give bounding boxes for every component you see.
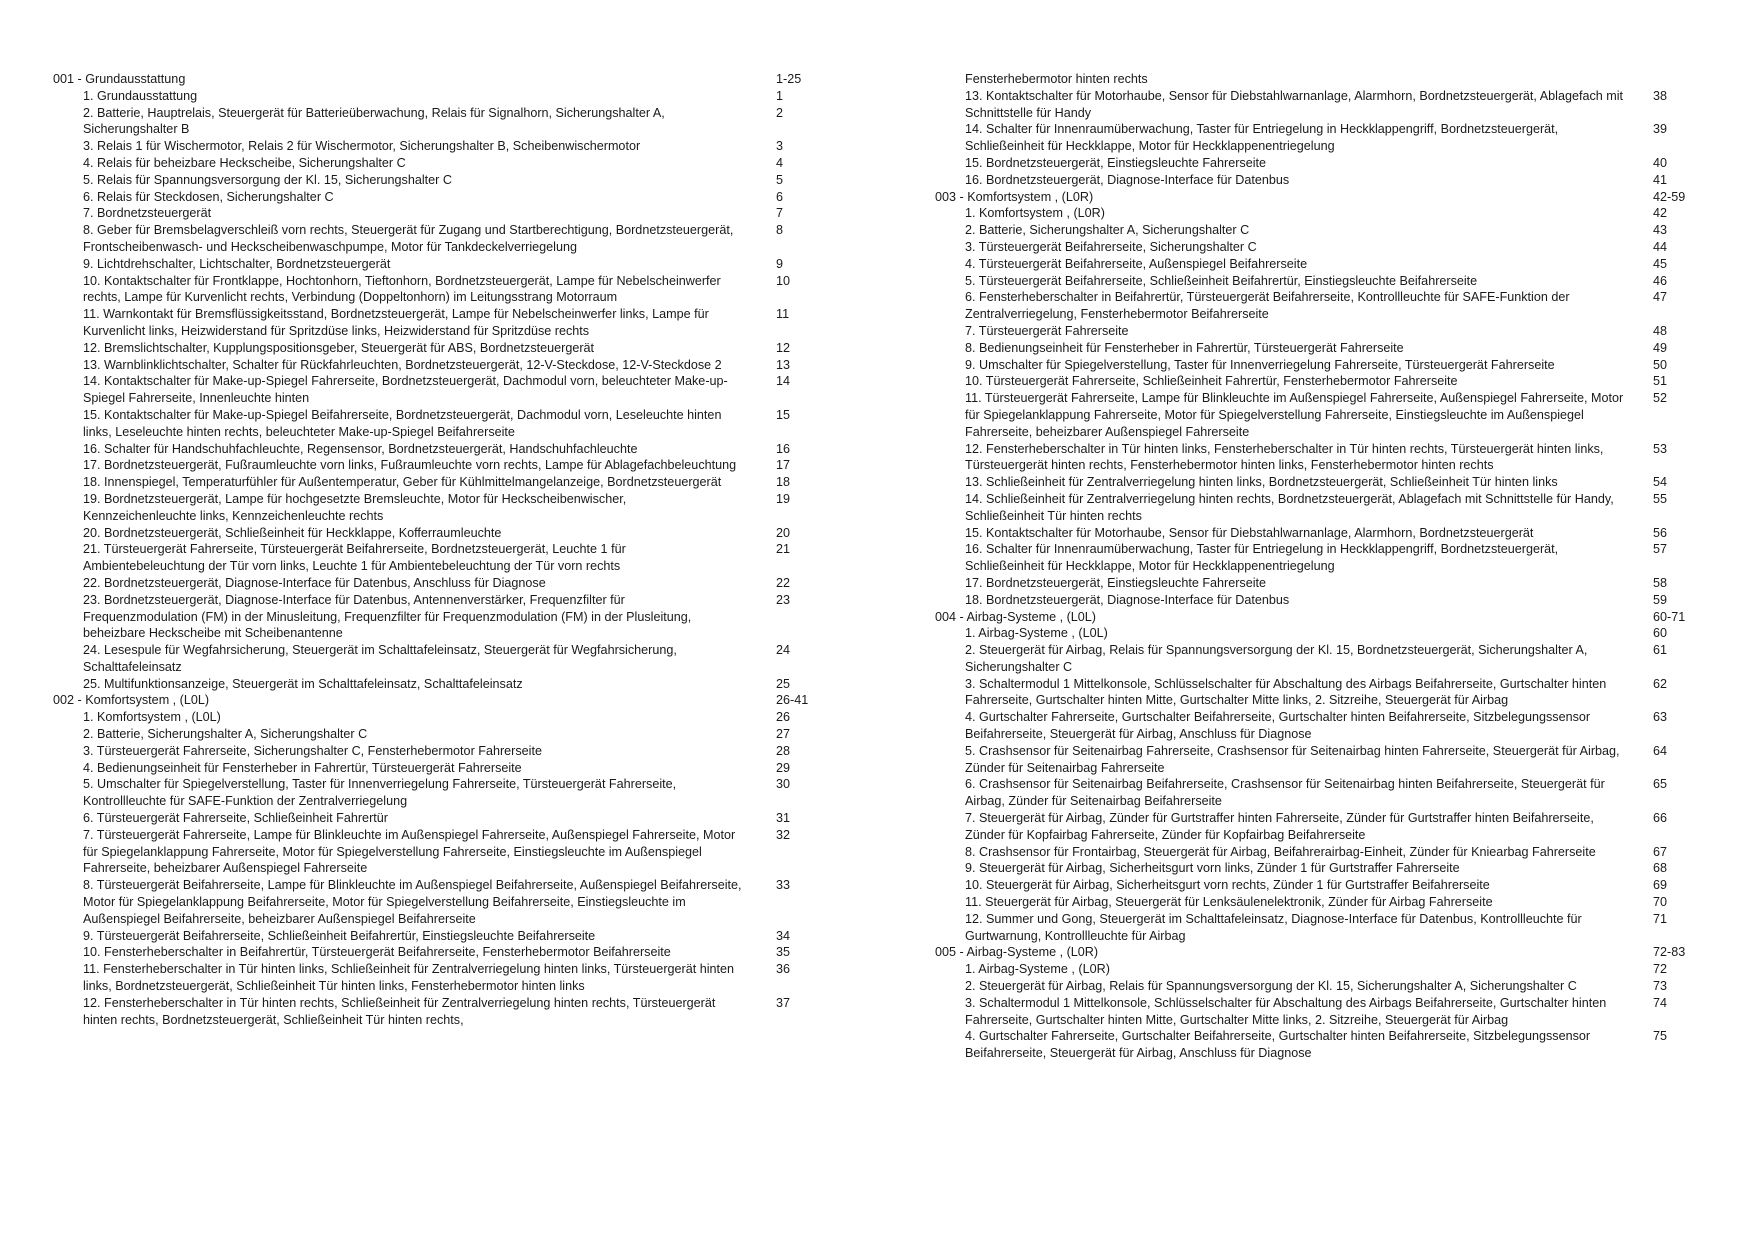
toc-entry-title: 001 - Grundausstattung xyxy=(53,72,186,86)
toc-entry-title: 10. Türsteuergerät Fahrerseite, Schließeinheit Fahrertür, Fensterhebermotor Fahrerseite xyxy=(965,374,1458,389)
toc-page-number: 15 xyxy=(776,407,791,422)
toc-page-number: 27 xyxy=(776,727,791,742)
toc-entry-title: 17. Bordnetzsteuergerät, Einstiegsleuchte Fahrerseite xyxy=(965,575,1267,590)
toc-entry-title: 8. Crashsensor für Frontairbag, Steuergerät für Airbag, Beifahrerairbag-Einheit, Zünder für Kniearbag Fahrerseite xyxy=(965,844,1596,859)
toc-entry-title: 20. Bordnetzsteuergerät, Schließeinheit für Heckklappe, Kofferraumleuchte xyxy=(83,525,502,540)
toc-entry[interactable] xyxy=(53,155,833,172)
toc-page-number: 20 xyxy=(776,525,791,540)
toc-entry[interactable] xyxy=(935,525,1705,542)
toc-page-number: 75 xyxy=(1653,1029,1668,1044)
toc-entry[interactable] xyxy=(53,810,833,827)
toc-page-number: 73 xyxy=(1653,979,1668,994)
toc-entry-title: 16. Schalter für Handschuhfachleuchte, Regensensor, Bordnetzsteuergerät, Handschuhfachleuchte xyxy=(83,441,638,456)
toc-entry[interactable] xyxy=(53,491,833,525)
toc-entry-title: 1. Airbag-Systeme , (L0R) xyxy=(965,962,1110,977)
toc-page-number: 60-71 xyxy=(1653,609,1686,624)
toc-entry-title: 25. Multifunktionsanzeige, Steuergerät im Schalttafeleinsatz, Schalttafeleinsatz xyxy=(83,676,523,691)
toc-page-number: 57 xyxy=(1653,542,1668,557)
toc-entry-title: 23. Bordnetzsteuergerät, Diagnose-Interface für Datenbus, Antennenverstärker, Frequenzfilter für Frequenzmodulation (FM) in der Minusleitung, Frequenzfilter für Frequenzmodulation (FM) in der Plusleitung, beheizbare Heckscheibe mit Scheibenantenne xyxy=(83,592,692,641)
toc-page-number: 47 xyxy=(1653,290,1668,305)
toc-page-number: 7 xyxy=(776,206,784,221)
toc-entry-title: 13. Warnblinklichtschalter, Schalter für Rückfahrleuchten, Bordnetzsteuergerät, 12-V-Steckdose, 12-V-Steckdose 2 xyxy=(83,357,722,372)
toc-entry-title: 6. Crashsensor für Seitenairbag Beifahrerseite, Crashsensor für Seitenairbag hinten Beifahrerseite, Steuergerät für Airbag, Zünder für Seitenairbag Beifahrerseite xyxy=(965,777,1605,809)
toc-page-number: 4 xyxy=(776,155,784,170)
toc-entry-title: 8. Bedienungseinheit für Fensterheber in Fahrertür, Türsteuergerät Fahrerseite xyxy=(965,340,1404,355)
toc-page-number: 24 xyxy=(776,643,791,658)
toc-entry[interactable] xyxy=(53,541,833,575)
toc-entry[interactable] xyxy=(53,642,833,676)
toc-entry[interactable] xyxy=(935,911,1705,945)
toc-page-number: 50 xyxy=(1653,357,1668,372)
toc-entry[interactable] xyxy=(935,978,1705,995)
toc-entry-title: 17. Bordnetzsteuergerät, Fußraumleuchte vorn links, Fußraumleuchte vorn rechts, Lampe für Ablagefachbeleuchtung xyxy=(83,458,737,473)
toc-page-number: 55 xyxy=(1653,491,1668,506)
toc-entry[interactable] xyxy=(53,306,833,340)
toc-entry[interactable] xyxy=(935,810,1705,844)
toc-entry-title: 6. Fensterheberschalter in Beifahrertür, Türsteuergerät Beifahrerseite, Kontrollleuchte für SAFE-Funktion der Zentralverriegelung, Fensterhebermotor Beifahrerseite xyxy=(965,290,1570,322)
toc-entry-title: 2. Steuergerät für Airbag, Relais für Spannungsversorgung der Kl. 15, Sicherungshalter A, Sicherungshalter C xyxy=(965,979,1577,994)
toc-page-number: 36 xyxy=(776,962,791,977)
toc-entry-title: 003 - Komfortsystem , (L0R) xyxy=(935,189,1094,204)
toc-entry[interactable] xyxy=(53,441,833,458)
toc-page-number: 45 xyxy=(1653,256,1668,271)
toc-page-number: 30 xyxy=(776,777,791,792)
toc-entry-title: 15. Bordnetzsteuergerät, Einstiegsleuchte Fahrerseite xyxy=(965,155,1267,170)
toc-entry[interactable] xyxy=(935,592,1705,609)
toc-entry-title: 2. Batterie, Sicherungshalter A, Sicherungshalter C xyxy=(83,727,368,742)
toc-page-number: 65 xyxy=(1653,777,1668,792)
toc-entry[interactable] xyxy=(53,340,833,357)
toc-entry[interactable] xyxy=(935,357,1705,374)
toc-entry-title: 1. Airbag-Systeme , (L0L) xyxy=(965,626,1108,641)
toc-entry-title: 4. Türsteuergerät Beifahrerseite, Außenspiegel Beifahrerseite xyxy=(965,256,1308,271)
toc-entry-title: 5. Crashsensor für Seitenairbag Fahrerseite, Crashsensor für Seitenairbag hinten Fahrerseite, Steuergerät für Airbag, Zünder für Seitenairbag Fahrerseite xyxy=(965,743,1620,775)
toc-entry[interactable] xyxy=(935,88,1705,122)
toc-page-number: 26-41 xyxy=(776,693,809,708)
toc-entry[interactable] xyxy=(935,239,1705,256)
toc-page-number: 38 xyxy=(1653,88,1668,103)
toc-page-number: 6 xyxy=(776,189,784,204)
toc-entry-title: 11. Fensterheberschalter in Tür hinten links, Schließeinheit für Zentralverriegelung hinten links, Türsteuergerät hinten links, Bordnetzsteuergerät, Schließeinheit Tür hinten links, Fensterhebermotor hinten links xyxy=(83,962,735,994)
toc-entry[interactable] xyxy=(935,877,1705,894)
toc-page-number: 61 xyxy=(1653,643,1668,658)
toc-entry[interactable] xyxy=(53,357,833,374)
toc-entry-title: 12. Fensterheberschalter in Tür hinten links, Fensterheberschalter in Tür hinten rechts, Türsteuergerät hinten links, Türsteuergerät hinten rechts, Fensterhebermotor hinten links, Fensterhebermotor hinten rechts xyxy=(965,441,1604,473)
toc-page-number: 46 xyxy=(1653,273,1668,288)
toc-entry[interactable] xyxy=(53,138,833,155)
toc-page-number: 74 xyxy=(1653,995,1668,1010)
toc-entry-title: 16. Bordnetzsteuergerät, Diagnose-Interface für Datenbus xyxy=(965,172,1290,187)
toc-page-number: 37 xyxy=(776,995,791,1010)
toc-entry-title: 18. Innenspiegel, Temperaturfühler für Außentemperatur, Geber für Kühlmittelmangelanzeige, Bordnetzsteuergerät xyxy=(83,475,722,490)
toc-page-number: 58 xyxy=(1653,575,1668,590)
toc-section-heading[interactable] xyxy=(935,609,1705,626)
toc-column-right xyxy=(935,71,1705,1062)
toc-entry[interactable] xyxy=(935,995,1705,1029)
toc-page-number: 12 xyxy=(776,340,791,355)
toc-entry[interactable] xyxy=(53,961,833,995)
toc-entry-title: 4. Bedienungseinheit für Fensterheber in Fahrertür, Türsteuergerät Fahrerseite xyxy=(83,760,522,775)
toc-section-heading[interactable] xyxy=(935,189,1705,206)
toc-entry-title: 9. Steuergerät für Airbag, Sicherheitsgurt vorn links, Zünder 1 für Gurtstraffer Fahrerseite xyxy=(965,861,1460,876)
toc-entry[interactable] xyxy=(935,894,1705,911)
toc-page-number: 42 xyxy=(1653,206,1668,221)
toc-entry-title: 4. Gurtschalter Fahrerseite, Gurtschalter Beifahrerseite, Gurtschalter hinten Beifahrerseite, Sitzbelegungssensor Beifahrerseite, Steuergerät für Airbag, Anschluss für Diagnose xyxy=(965,1029,1591,1061)
toc-entry[interactable] xyxy=(935,390,1705,440)
toc-page-number: 48 xyxy=(1653,323,1668,338)
toc-entry[interactable] xyxy=(53,776,833,810)
toc-entry-title: 8. Geber für Bremsbelagverschleiß vorn rechts, Steuergerät für Zugang und Startberechtigung, Bordnetzsteuergerät, Frontscheibenwasch- und Heckscheibenwaschpumpe, Motor für Tankdeckelverriegelung xyxy=(83,223,734,254)
toc-page-number: 22 xyxy=(776,575,791,590)
toc-entry[interactable] xyxy=(935,474,1705,491)
toc-entry[interactable] xyxy=(53,256,833,273)
toc-entry-title: 8. Türsteuergerät Beifahrerseite, Lampe für Blinkleuchte im Außenspiegel Beifahrerseite, Außenspiegel Beifahrerseite, Motor für Spiegelanklappung Beifahrerseite, Motor für Spiegelverstellung Beifahrerseite, Einstiegsleuchte im Außenspiegel Beifahrerseite, beheizbarer Außenspiegel Beifahrerseite xyxy=(83,878,742,926)
toc-page-number: 42-59 xyxy=(1653,189,1686,204)
toc-entry-title: 6. Türsteuergerät Fahrerseite, Schließeinheit Fahrertür xyxy=(83,811,388,826)
toc-entry-title: 6. Relais für Steckdosen, Sicherungshalter C xyxy=(83,189,334,204)
toc-page-number: 71 xyxy=(1653,911,1668,926)
toc-entry-title: 11. Warnkontakt für Bremsflüssigkeitsstand, Bordnetzsteuergerät, Lampe für Nebelscheinwerfer links, Lampe für Kurvenlicht links, Heizwiderstand für Spritzdüse links, Heizwiderstand für Spritzdüse rechts xyxy=(83,307,709,338)
toc-entry[interactable] xyxy=(935,222,1705,239)
toc-entry-title: 11. Steuergerät für Airbag, Steuergerät für Lenksäulenelektronik, Zünder für Airbag Fahrerseite xyxy=(965,895,1493,910)
toc-entry[interactable] xyxy=(935,541,1705,575)
toc-entry[interactable] xyxy=(935,961,1705,978)
toc-page-number: 9 xyxy=(776,256,784,271)
toc-page-number: 26 xyxy=(776,710,791,725)
toc-entry[interactable] xyxy=(53,407,833,441)
toc-page-number: 54 xyxy=(1653,475,1668,490)
toc-entry[interactable] xyxy=(53,222,833,256)
toc-section-heading[interactable] xyxy=(935,944,1705,961)
toc-entry-title: 15. Kontaktschalter für Make-up-Spiegel Beifahrerseite, Bordnetzsteuergerät, Dachmodul vorn, Leseleuchte hinten links, Leseleuchte hinten rechts, beleuchteter Make-up-Spiegel Beifahrerseite xyxy=(83,407,722,439)
toc-entry[interactable] xyxy=(53,575,833,592)
toc-entry[interactable] xyxy=(53,105,833,139)
toc-entry[interactable] xyxy=(935,642,1705,676)
toc-section-heading[interactable] xyxy=(53,692,833,709)
toc-page-number: 10 xyxy=(776,273,791,288)
toc-entry[interactable] xyxy=(935,121,1705,155)
toc-entry-title: 14. Schließeinheit für Zentralverriegelung hinten rechts, Bordnetzsteuergerät, Ablagefach mit Schnittstelle für Handy, Schließeinheit Tür hinten rechts xyxy=(965,491,1614,523)
toc-page-number: 14 xyxy=(776,374,791,389)
toc-page-number: 31 xyxy=(776,811,791,826)
toc-page-number: 70 xyxy=(1653,895,1668,910)
toc-entry-title: 004 - Airbag-Systeme , (L0L) xyxy=(935,609,1096,624)
toc-entry[interactable] xyxy=(53,827,833,877)
toc-entry-title: 16. Schalter für Innenraumüberwachung, Taster für Entriegelung in Heckklappengriff, Bordnetzsteuergerät, Schließeinheit für Heckklappe, Motor für Heckklappenentriegelung xyxy=(965,542,1559,574)
toc-entry[interactable] xyxy=(53,877,833,927)
toc-page-number: 11 xyxy=(776,307,790,322)
toc-entry-title: 18. Bordnetzsteuergerät, Diagnose-Interface für Datenbus xyxy=(965,592,1290,607)
toc-entry[interactable] xyxy=(935,676,1705,710)
toc-page-number: 68 xyxy=(1653,861,1668,876)
toc-page-number: 41 xyxy=(1653,172,1668,187)
toc-entry-title: 7. Steuergerät für Airbag, Zünder für Gurtstraffer hinten Fahrerseite, Zünder für Gurtstraffer hinten Beifahrerseite, Zünder für Kopfairbag Fahrerseite, Zünder für Kopfairbag Beifahrerseite xyxy=(965,811,1594,842)
toc-entry[interactable] xyxy=(935,860,1705,877)
toc-entry-title: 9. Lichtdrehschalter, Lichtschalter, Bordnetzsteuergerät xyxy=(83,256,391,271)
toc-entry[interactable] xyxy=(53,474,833,491)
toc-section-heading[interactable] xyxy=(53,71,833,88)
toc-entry[interactable] xyxy=(53,525,833,542)
toc-page-number: 8 xyxy=(776,223,784,238)
toc-entry-title: 12. Summer und Gong, Steuergerät im Schalttafeleinsatz, Diagnose-Interface für Datenbus, Kontrollleuchte für Gurtwarnung, Kontrollleuchte für Airbag xyxy=(965,911,1582,943)
toc-entry-title: 5. Türsteuergerät Beifahrerseite, Schließeinheit Beifahrertür, Einstiegsleuchte Beifahrerseite xyxy=(965,273,1478,288)
toc-page-number: 69 xyxy=(1653,878,1668,893)
toc-entry[interactable] xyxy=(935,340,1705,357)
toc-page-number: 34 xyxy=(776,928,791,943)
toc-entry[interactable] xyxy=(53,944,833,961)
toc-entry-title: 3. Schaltermodul 1 Mittelkonsole, Schlüsselschalter für Abschaltung des Airbags Beifahrerseite, Gurtschalter hinten Fahrerseite, Gurtschalter hinten Mitte, Gurtschalter Mitte links, 2. Sitzreihe, Steuergerät für Airbag xyxy=(965,676,1607,708)
toc-page-number: 25 xyxy=(776,676,791,691)
toc-entry-title: 15. Kontaktschalter für Motorhaube, Sensor für Diebstahlwarnanlage, Alarmhorn, Bordnetzsteuergerät xyxy=(965,525,1534,540)
toc-page-number: 5 xyxy=(776,172,784,187)
toc-entry-title: 12. Bremslichtschalter, Kupplungspositionsgeber, Steuergerät für ABS, Bordnetzsteuergerät xyxy=(83,340,595,355)
toc-entry[interactable] xyxy=(935,1028,1705,1062)
toc-entry[interactable] xyxy=(935,743,1705,777)
toc-entry[interactable] xyxy=(53,373,833,407)
toc-entry-title: 10. Steuergerät für Airbag, Sicherheitsgurt vorn rechts, Zünder 1 für Gurtstraffer Beifahrerseite xyxy=(965,878,1490,893)
toc-entry[interactable] xyxy=(935,289,1705,323)
toc-entry[interactable] xyxy=(53,592,833,642)
toc-column-left xyxy=(53,71,833,1028)
toc-entry-title: 24. Lesespule für Wegfahrsicherung, Steuergerät im Schalttafeleinsatz, Steuergerät für Wegfahrsicherung, Schalttafeleinsatz xyxy=(83,643,677,674)
toc-entry-title: 4. Relais für beheizbare Heckscheibe, Sicherungshalter C xyxy=(83,155,406,170)
toc-page-number: 2 xyxy=(776,105,784,120)
toc-entry[interactable] xyxy=(935,71,1705,88)
toc-entry[interactable] xyxy=(53,273,833,307)
toc-entry-title: 5. Relais für Spannungsversorgung der Kl. 15, Sicherungshalter C xyxy=(83,172,452,187)
toc-page-number: 21 xyxy=(776,542,791,557)
toc-page-number: 32 xyxy=(776,827,791,842)
toc-entry[interactable] xyxy=(53,172,833,189)
toc-page-number: 13 xyxy=(776,357,791,372)
toc-entry-title: 2. Batterie, Sicherungshalter A, Sicherungshalter C xyxy=(965,223,1250,238)
toc-page-number: 66 xyxy=(1653,811,1668,826)
toc-entry-title: 2. Steuergerät für Airbag, Relais für Spannungsversorgung der Kl. 15, Bordnetzsteuergerät, Sicherungshalter A, Sicherungshalter C xyxy=(965,643,1588,674)
toc-entry-title: 2. Batterie, Hauptrelais, Steuergerät für Batterieüberwachung, Relais für Signalhorn, Sicherungshalter A, Sicherungshalter B xyxy=(83,105,665,137)
toc-page-number: 39 xyxy=(1653,122,1668,137)
toc-entry-title: 4. Gurtschalter Fahrerseite, Gurtschalter Beifahrerseite, Gurtschalter hinten Beifahrerseite, Sitzbelegungssensor Beifahrerseite, Steuergerät für Airbag, Anschluss für Diagnose xyxy=(965,710,1591,742)
toc-entry-title: 22. Bordnetzsteuergerät, Diagnose-Interface für Datenbus, Anschluss für Diagnose xyxy=(83,575,546,590)
toc-page-number: 44 xyxy=(1653,239,1668,254)
toc-entry-title: 3. Relais 1 für Wischermotor, Relais 2 für Wischermotor, Sicherungshalter B, Scheibenwischermotor xyxy=(83,139,641,154)
toc-page-number: 1-25 xyxy=(776,72,802,86)
toc-page-number: 56 xyxy=(1653,525,1668,540)
toc-entry-title: 7. Bordnetzsteuergerät xyxy=(83,206,212,221)
toc-entry-title: 7. Türsteuergerät Fahrerseite, Lampe für Blinkleuchte im Außenspiegel Fahrerseite, Außenspiegel Fahrerseite, Motor für Spiegelanklappung Fahrerseite, Motor für Spiegelverstellung Fahrerseite, Einstiegsleuchte im Außenspiegel Fahrerseite, beheizbarer Außenspiegel Fahrerseite xyxy=(83,827,736,876)
toc-entry[interactable] xyxy=(935,776,1705,810)
toc-page-number: 23 xyxy=(776,592,791,607)
toc-page-number: 59 xyxy=(1653,592,1668,607)
toc-entry[interactable] xyxy=(935,205,1705,222)
toc-entry-title: 10. Fensterheberschalter in Beifahrertür, Türsteuergerät Beifahrerseite, Fensterhebermotor Beifahrerseite xyxy=(83,945,671,960)
toc-page-number: 35 xyxy=(776,945,791,960)
toc-entry[interactable] xyxy=(53,726,833,743)
toc-entry[interactable] xyxy=(935,256,1705,273)
toc-entry[interactable] xyxy=(53,743,833,760)
toc-entry[interactable] xyxy=(53,676,833,693)
toc-entry-title: 5. Umschalter für Spiegelverstellung, Taster für Innenverriegelung Fahrerseite, Türsteuergerät Fahrerseite, Kontrollleuchte für SAFE-Funktion der Zentralverriegelung xyxy=(83,777,677,809)
toc-page-number: 67 xyxy=(1653,844,1668,859)
toc-entry[interactable] xyxy=(935,373,1705,390)
toc-entry-title: 14. Kontaktschalter für Make-up-Spiegel Fahrerseite, Bordnetzsteuergerät, Dachmodul vorn, beleuchteter Make-up-Spiegel Fahrerseite, Innenleuchte hinten xyxy=(83,374,728,406)
toc-page-number: 62 xyxy=(1653,676,1668,691)
toc-entry[interactable] xyxy=(935,709,1705,743)
toc-entry[interactable] xyxy=(935,155,1705,172)
toc-entry[interactable] xyxy=(53,928,833,945)
toc-entry-title: 1. Komfortsystem , (L0L) xyxy=(83,710,221,725)
toc-entry-title: 3. Türsteuergerät Fahrerseite, Sicherungshalter C, Fensterhebermotor Fahrerseite xyxy=(83,743,542,758)
toc-page-number: 16 xyxy=(776,441,791,456)
toc-entry[interactable] xyxy=(53,709,833,726)
toc-entry-title: 3. Schaltermodul 1 Mittelkonsole, Schlüsselschalter für Abschaltung des Airbags Beifahrerseite, Gurtschalter hinten Fahrerseite, Gurtschalter hinten Mitte, Gurtschalter Mitte links, 2. Sitzreihe, Steuergerät für Airbag xyxy=(965,995,1607,1027)
toc-entry[interactable] xyxy=(935,172,1705,189)
toc-entry[interactable] xyxy=(53,189,833,206)
toc-page-number: 72-83 xyxy=(1653,945,1686,960)
toc-entry-title: 11. Türsteuergerät Fahrerseite, Lampe für Blinkleuchte im Außenspiegel Fahrerseite, Außenspiegel Fahrerseite, Motor für Spiegelanklappung Fahrerseite, Motor für Spiegelverstellung Fahrerseite, Einstiegsleuchte im Außenspiegel Fahrerseite, beheizbarer Außenspiegel Fahrerseite xyxy=(965,391,1624,439)
toc-page-number: 49 xyxy=(1653,340,1668,355)
toc-entry-title: 1. Grundausstattung xyxy=(83,88,198,103)
toc-page-number: 1 xyxy=(776,88,784,103)
toc-entry-title: 13. Kontaktschalter für Motorhaube, Sensor für Diebstahlwarnanlage, Alarmhorn, Bordnetzsteuergerät, Ablagefach mit Schnittstelle für Handy xyxy=(965,88,1624,120)
toc-page-number: 72 xyxy=(1653,962,1668,977)
toc-entry-title: 1. Komfortsystem , (L0R) xyxy=(965,206,1105,221)
toc-page-number: 19 xyxy=(776,491,791,506)
toc-entry-title: 9. Umschalter für Spiegelverstellung, Taster für Innenverriegelung Fahrerseite, Türsteuergerät Fahrerseite xyxy=(965,357,1555,372)
toc-entry-title: 10. Kontaktschalter für Frontklappe, Hochtonhorn, Tieftonhorn, Bordnetzsteuergerät, Lampe für Nebelscheinwerfer rechts, Lampe für Kurvenlicht rechts, Verbindung (Doppeltonhorn) im Leitungsstrang Motorraum xyxy=(83,273,721,305)
toc-page-number: 40 xyxy=(1653,155,1668,170)
toc-page-number: 29 xyxy=(776,760,791,775)
toc-page-number: 33 xyxy=(776,878,791,893)
toc-entry-title: 9. Türsteuergerät Beifahrerseite, Schließeinheit Beifahrertür, Einstiegsleuchte Beifahrerseite xyxy=(83,928,596,943)
toc-entry-title: 3. Türsteuergerät Beifahrerseite, Sicherungshalter C xyxy=(965,239,1257,254)
toc-entry-title: 21. Türsteuergerät Fahrerseite, Türsteuergerät Beifahrerseite, Bordnetzsteuergerät, Leuchte 1 für Ambientebeleuchtung der Tür vorn links, Leuchte 1 für Ambientebeleuchtung der Tür vorn rechts xyxy=(83,542,626,574)
toc-entry[interactable] xyxy=(53,995,833,1029)
toc-page-number: 51 xyxy=(1653,374,1668,389)
toc-entry[interactable] xyxy=(53,88,833,105)
toc-entry-title: 005 - Airbag-Systeme , (L0R) xyxy=(935,945,1099,960)
toc-entry-title: 002 - Komfortsystem , (L0L) xyxy=(53,693,210,708)
toc-entry-title: 7. Türsteuergerät Fahrerseite xyxy=(965,323,1129,338)
toc-entry-title: 19. Bordnetzsteuergerät, Lampe für hochgesetzte Bremsleuchte, Motor für Heckscheibenwischer, Kennzeichenleuchte links, Kennzeichenleuchte rechts xyxy=(83,491,627,523)
toc-entry-title: 13. Schließeinheit für Zentralverriegelung hinten links, Bordnetzsteuergerät, Schließeinheit Tür hinten links xyxy=(965,475,1558,490)
toc-entry[interactable] xyxy=(53,205,833,222)
toc-page-number: 52 xyxy=(1653,391,1668,406)
toc-entry-title: 12. Fensterheberschalter in Tür hinten rechts, Schließeinheit für Zentralverriegelung hinten rechts, Türsteuergerät hinten rechts, Bordnetzsteuergerät, Schließeinheit Tür hinten rechts, xyxy=(83,995,716,1027)
toc-entry[interactable] xyxy=(935,844,1705,861)
toc-page-number: 53 xyxy=(1653,441,1668,456)
toc-entry-title: 14. Schalter für Innenraumüberwachung, Taster für Entriegelung in Heckklappengriff, Bordnetzsteuergerät, Schließeinheit für Heckklappe, Motor für Heckklappenentriegelung xyxy=(965,122,1559,154)
toc-entry[interactable] xyxy=(935,323,1705,340)
toc-page-number: 17 xyxy=(776,458,791,473)
toc-page-number: 63 xyxy=(1653,710,1668,725)
toc-entry[interactable] xyxy=(935,625,1705,642)
toc-entry[interactable] xyxy=(935,491,1705,525)
toc-entry[interactable] xyxy=(935,441,1705,475)
toc-entry[interactable] xyxy=(935,273,1705,290)
toc-page-number: 60 xyxy=(1653,626,1668,641)
toc-entry[interactable] xyxy=(935,575,1705,592)
toc-page-number: 28 xyxy=(776,743,791,758)
toc-page-number: 3 xyxy=(776,139,784,154)
toc-page-number: 43 xyxy=(1653,223,1668,238)
toc-entry[interactable] xyxy=(53,457,833,474)
toc-page-number: 64 xyxy=(1653,743,1668,758)
toc-entry[interactable] xyxy=(53,760,833,777)
toc-page-number: 18 xyxy=(776,475,791,490)
toc-entry-title: Fensterhebermotor hinten rechts xyxy=(965,72,1148,86)
